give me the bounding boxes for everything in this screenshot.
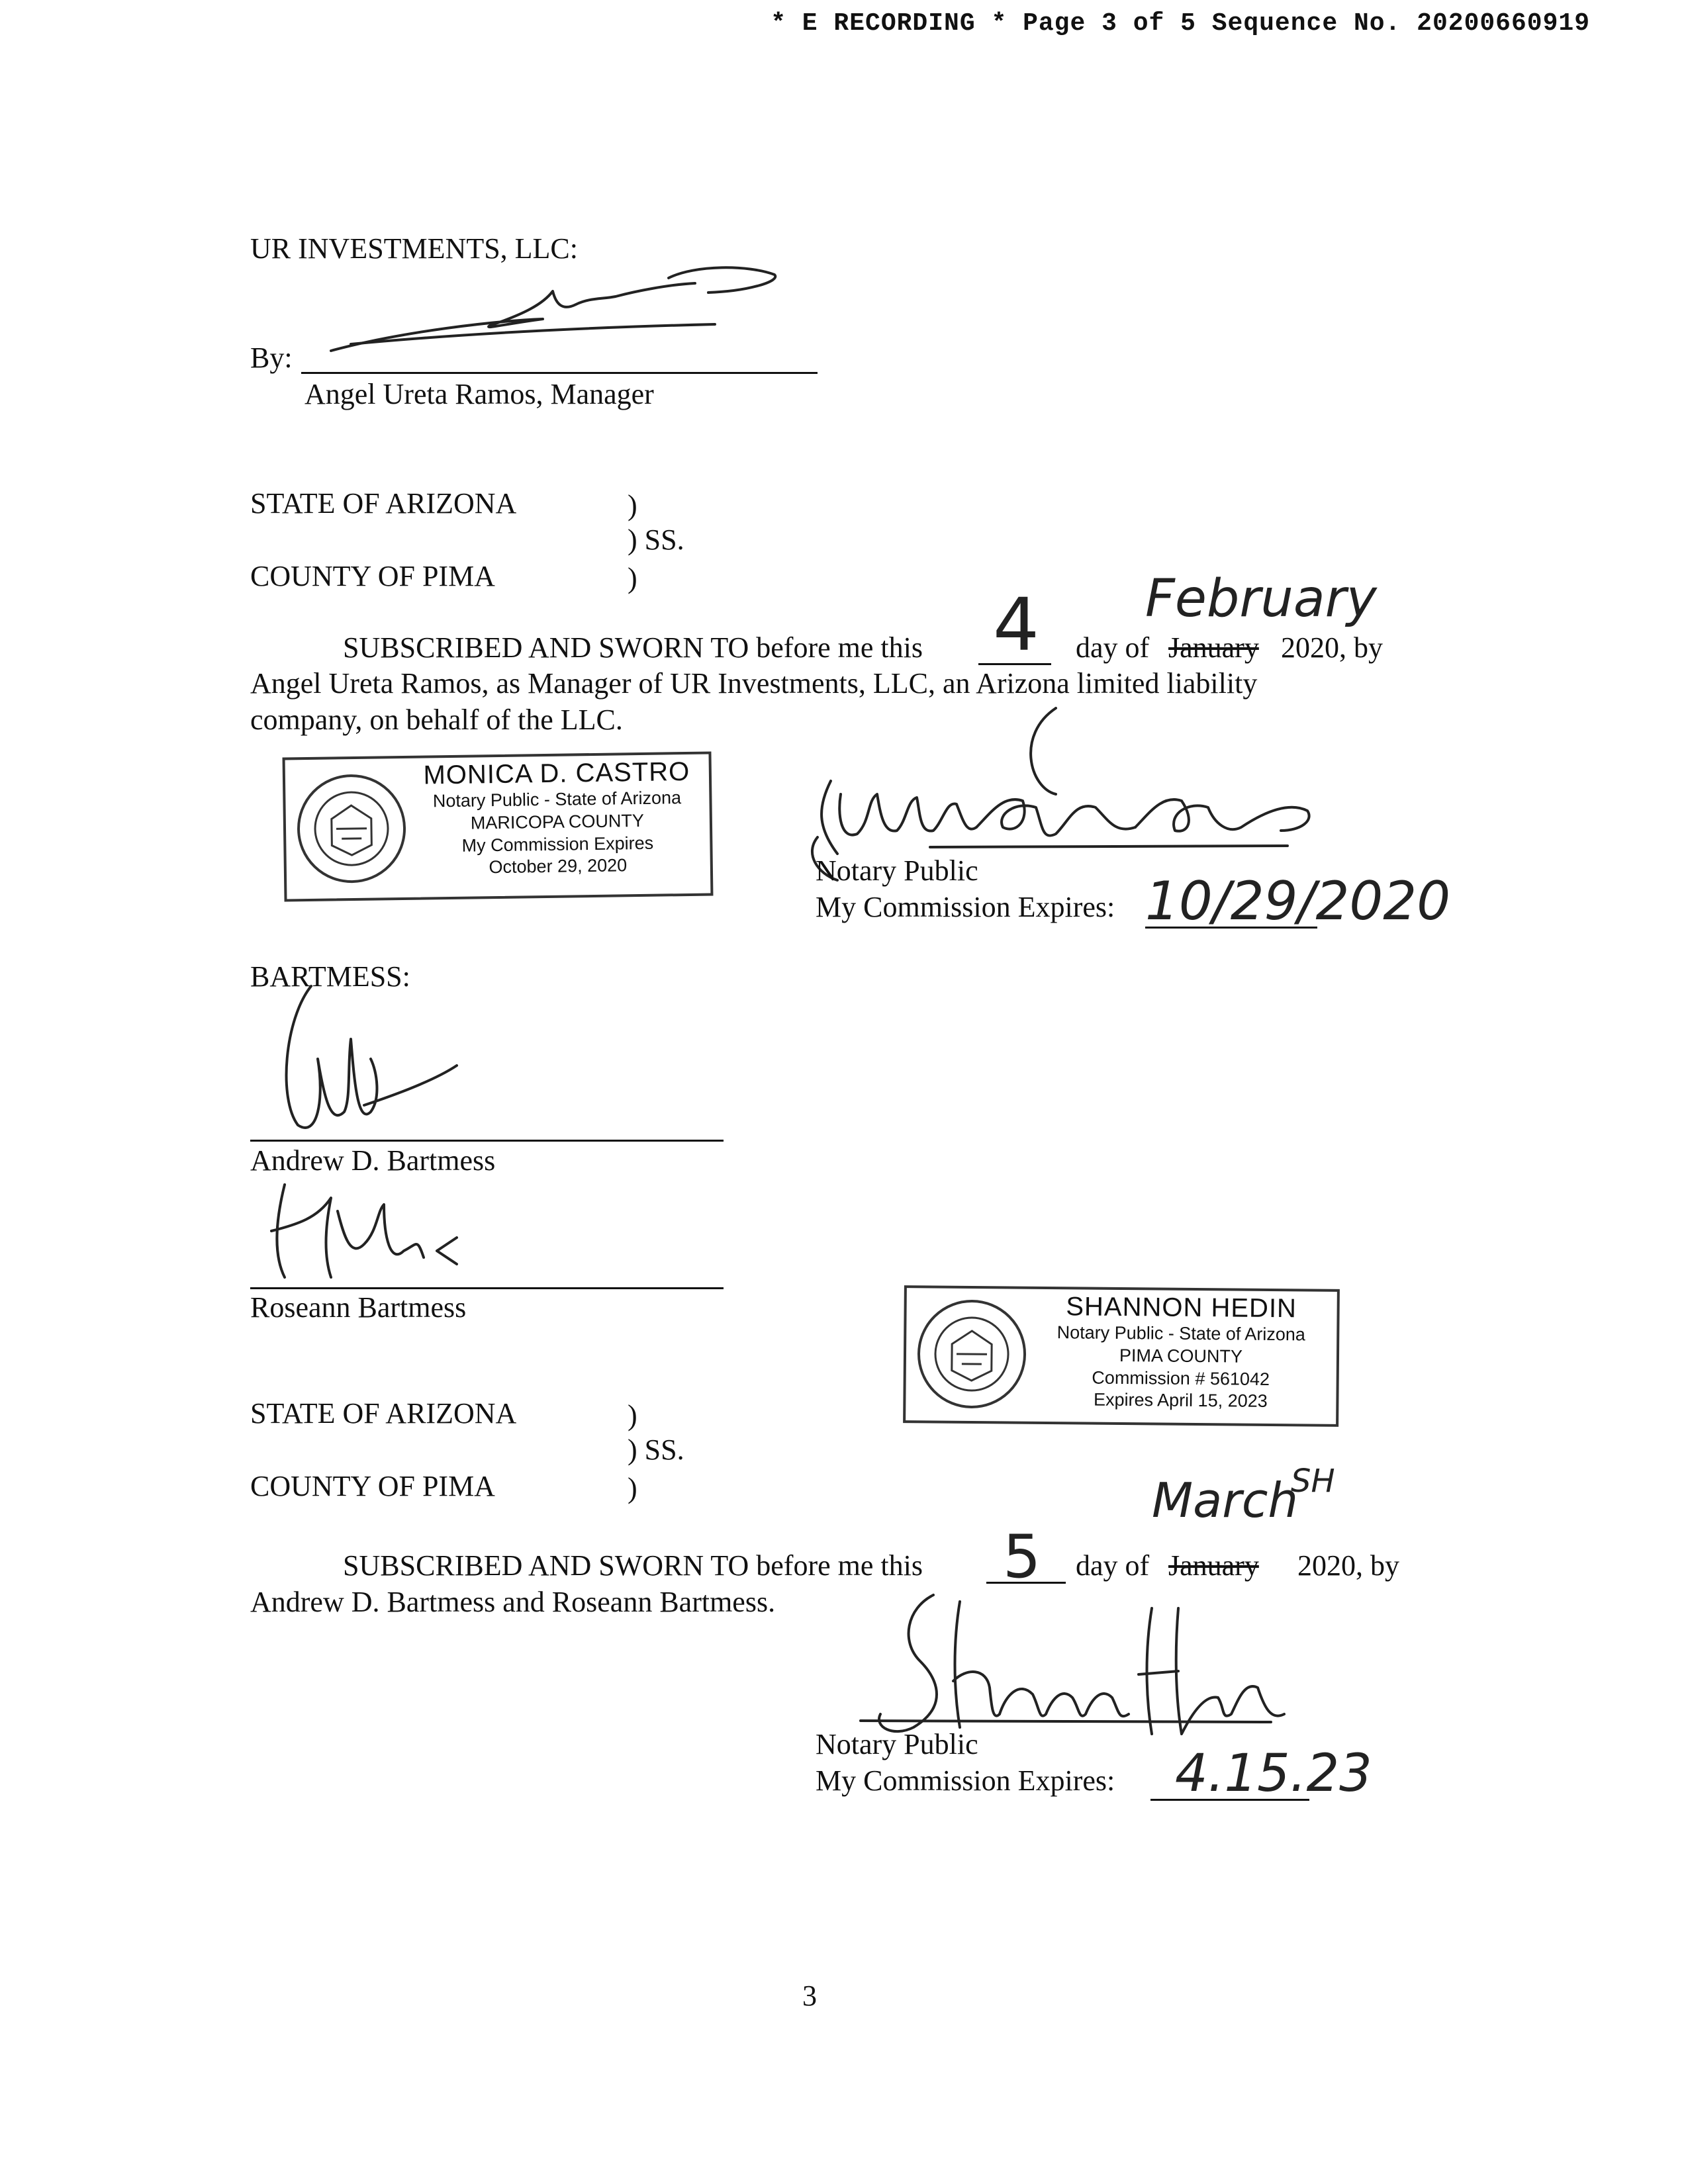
stamp-line3-castro: My Commission Expires (461, 833, 654, 856)
signature-shannon-hedin (834, 1582, 1324, 1747)
notary-stamp-hedin (903, 1285, 1340, 1427)
venue-ss-2: ) SS. (628, 1433, 684, 1466)
arizona-seal-icon (915, 1297, 1028, 1410)
notary-stamp-castro (283, 751, 714, 901)
signature-line-roseann (250, 1287, 724, 1289)
day-handwritten-1: 4 (993, 582, 1039, 667)
entity-heading-bartmess: BARTMESS: (250, 960, 410, 993)
commission-expires-label-1: My Commission Expires: (816, 891, 1115, 923)
venue-ss-1: ) SS. (628, 523, 684, 556)
venue-paren-2a: ) (628, 1399, 637, 1432)
day-of-2: day of (1076, 1549, 1150, 1582)
state-label-1: STATE OF ARIZONA (250, 487, 517, 520)
month-handwritten-1: February (1145, 569, 1377, 629)
signature-roseann-bartmess (258, 1171, 470, 1291)
day-handwritten-2: 5 (1003, 1522, 1041, 1592)
sworn-text-2: SUBSCRIBED AND SWORN TO before me this (343, 1549, 923, 1582)
signer-name-roseann: Roseann Bartmess (250, 1291, 467, 1324)
sworn-line3-1: company, on behalf of the LLC. (250, 704, 623, 736)
stamp-name-castro: MONICA D. CASTRO (423, 756, 690, 790)
stamp-line2-hedin: PIMA COUNTY (1119, 1345, 1243, 1367)
county-label-2: COUNTY OF PIMA (250, 1470, 495, 1502)
signature-line-andrew (250, 1140, 724, 1142)
sworn-line2-2: Andrew D. Bartmess and Roseann Bartmess. (250, 1586, 776, 1618)
year-by-1: 2020, by (1281, 631, 1383, 664)
month-struck-2: January (1168, 1549, 1259, 1582)
county-label-1: COUNTY OF PIMA (250, 560, 495, 592)
stamp-line4-hedin: Expires April 15, 2023 (1093, 1389, 1268, 1412)
expires-handwritten-1: 10/29/2020 (1145, 870, 1451, 932)
page-number: 3 (802, 1979, 817, 2012)
by-label: By: (250, 341, 293, 374)
expires-handwritten-2: 4.15.23 (1175, 1744, 1372, 1803)
stamp-line1-castro: Notary Public - State of Arizona (432, 788, 682, 811)
signer-name-andrew: Andrew D. Bartmess (250, 1144, 496, 1177)
stamp-line3-hedin: Commission # 561042 (1092, 1367, 1270, 1389)
venue-paren-1a: ) (628, 489, 637, 522)
sworn-text-1: SUBSCRIBED AND SWORN TO before me this (343, 631, 923, 664)
arizona-seal-icon (295, 772, 408, 886)
stamp-name-hedin: SHANNON HEDIN (1066, 1292, 1297, 1324)
stamp-line1-hedin: Notary Public - State of Arizona (1056, 1322, 1306, 1345)
venue-paren-2b: ) (628, 1472, 637, 1504)
signature-angel-ureta-ramos (324, 258, 788, 364)
day-of-1: day of (1076, 631, 1150, 664)
recording-header: * E RECORDING * Page 3 of 5 Sequence No. 20200660919 (771, 9, 1590, 38)
state-label-2: STATE OF ARIZONA (250, 1397, 517, 1430)
month-struck-1: January (1168, 631, 1259, 664)
notary-public-label-1: Notary Public (816, 854, 978, 887)
year-by-2: 2020, by (1297, 1549, 1399, 1582)
entity-heading-ur: UR INVESTMENTS, LLC: (250, 232, 578, 265)
signature-line-ur (301, 372, 818, 374)
stamp-line2-castro: MARICOPA COUNTY (470, 810, 645, 833)
month-handwritten-2: March (1152, 1473, 1299, 1528)
initials-handwritten-2: SH (1291, 1463, 1335, 1500)
sworn-line2-1: Angel Ureta Ramos, as Manager of UR Investments, LLC, an Arizona limited liability (250, 667, 1258, 700)
stamp-line4-castro: October 29, 2020 (489, 855, 628, 878)
commission-expires-label-2: My Commission Expires: (816, 1764, 1115, 1797)
venue-paren-1b: ) (628, 562, 637, 594)
signer-name-ur: Angel Ureta Ramos, Manager (305, 378, 654, 410)
notary-public-label-2: Notary Public (816, 1728, 978, 1760)
